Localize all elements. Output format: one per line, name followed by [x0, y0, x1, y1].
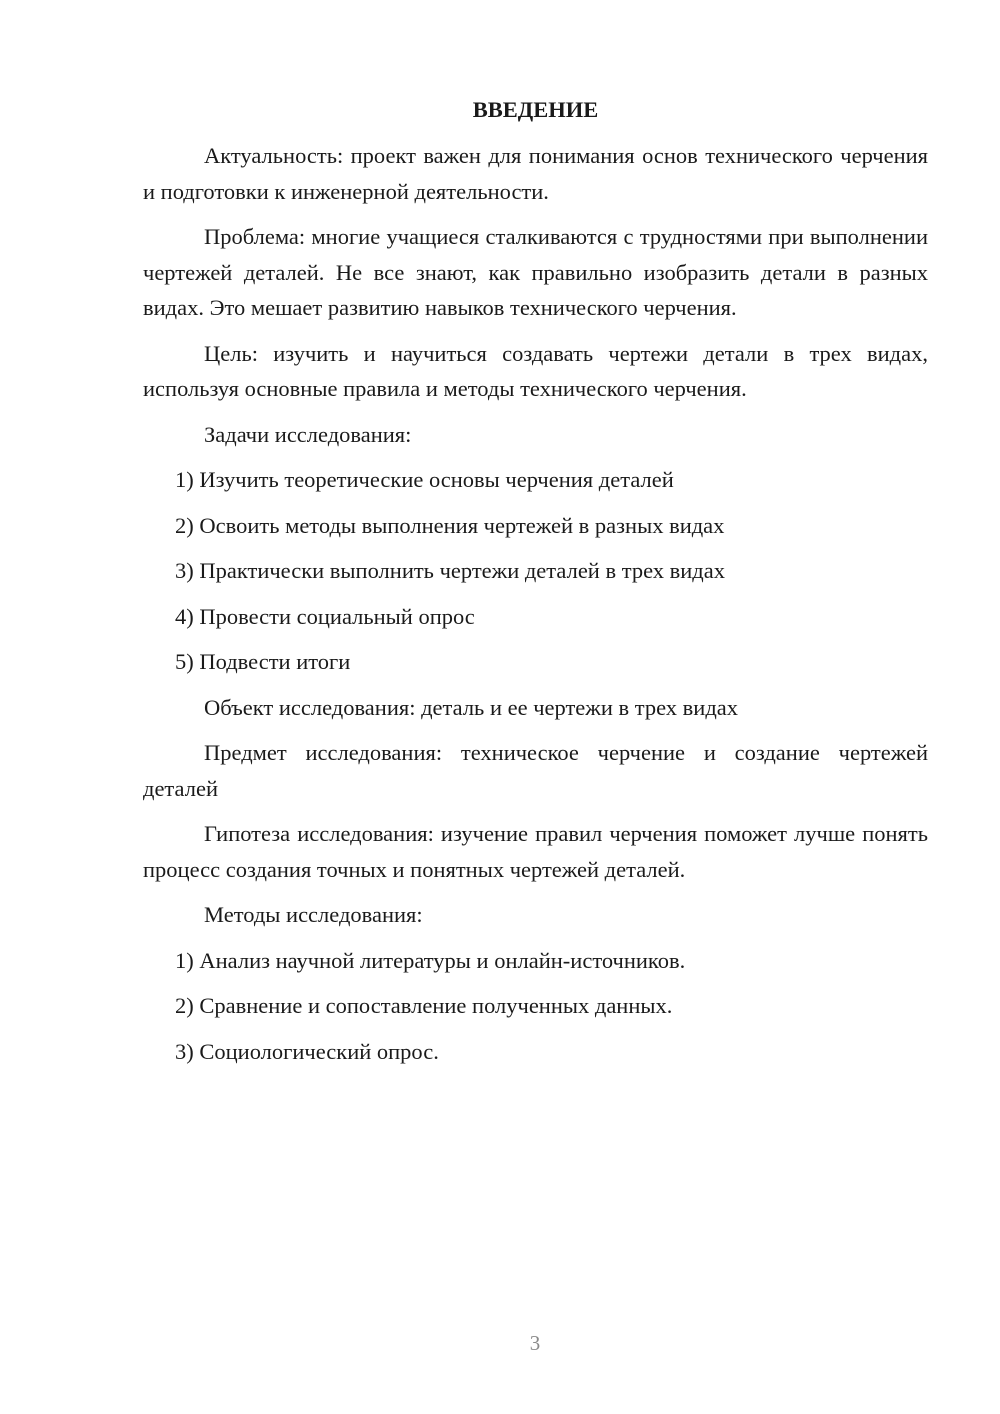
list-item: 4) Провести социальный опрос: [175, 603, 475, 629]
list-item: 3) Социологический опрос.: [175, 1038, 439, 1064]
methods-label: Методы исследования:: [204, 902, 423, 927]
relevance-paragraph: Актуальность: проект важен для понимания основ технического черчения и подготовки к инженерной деятельности.: [143, 143, 928, 204]
list-item: 3) Практически выполнить чертежи деталей в трех видах: [175, 558, 725, 583]
list-item: 2) Сравнение и сопоставление полученных данных.: [175, 993, 673, 1018]
list-item: 1) Анализ научной литературы и онлайн-источников.: [175, 947, 686, 973]
goal-paragraph: Цель: изучить и научиться создавать чертежи детали в трех видах, используя основные правила и методы технического черчения.: [143, 340, 928, 401]
list-item: 2) Освоить методы выполнения чертежей в разных видах: [175, 512, 725, 538]
tasks-label: Задачи исследования:: [204, 421, 412, 447]
document-page: [143, 92, 928, 1079]
hypothesis-paragraph: Гипотеза исследования: изучение правил черчения поможет лучше понять процесс создания точных и понятных чертежей деталей.: [143, 821, 928, 882]
list-item: 5) Подвести итоги: [175, 649, 351, 674]
list-item: 1) Изучить теоретические основы черчения деталей: [175, 467, 674, 492]
subject-paragraph: Предмет исследования: техническое черчение и создание чертежей деталей: [143, 740, 928, 801]
methods-list: [143, 943, 928, 1070]
tasks-list: [143, 462, 928, 680]
page-number: 3: [529, 1331, 541, 1355]
section-title: ВВЕДЕНИЕ: [472, 97, 599, 122]
problem-paragraph: Проблема: многие учащиеся сталкиваются с трудностями при выполнении чертежей деталей. Не все знают, как правильно изобразить детали в разных видах. Это мешает развитию навыков технического черчения.: [143, 224, 928, 320]
object-paragraph: Объект исследования: деталь и ее чертежи в трех видах: [204, 694, 739, 720]
